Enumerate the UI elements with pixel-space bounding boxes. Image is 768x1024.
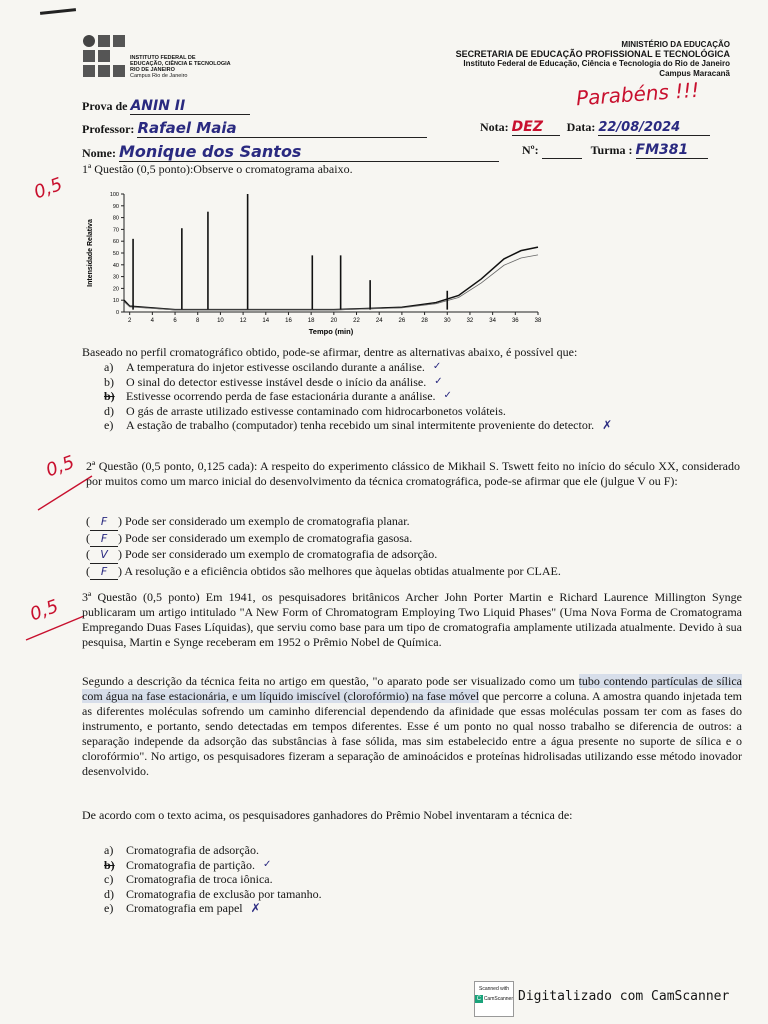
footer-text: Digitalizado com CamScanner [518,989,730,1004]
y-tick-label: 70 [112,227,119,234]
x-tick-label: 12 [239,318,247,324]
list-item[interactable]: b) Estivesse ocorrendo perda de fase estacionária durante a análise. ✓ [104,389,452,403]
institute-logo-icon [82,34,128,84]
list-item[interactable]: ( F ) Pode ser considerado um exemplo de cromatografia planar. [86,514,726,531]
highlighted-text: tubo contendo partículas de sílica com água na fase estacionária, e um líquido imiscível (clorofórmio) na fase móvel [82,674,742,703]
q1-grade: 0,5 [31,173,66,204]
list-item[interactable]: c) Cromatografia de troca iônica. [104,872,273,886]
list-item[interactable]: b) O sinal do detector estivesse instável desde o início da análise. ✓ [104,374,443,389]
q1-stem: Baseado no perfil cromatográfico obtido, pode-se afirmar, dentre as alternativas abaixo, é possível que: [82,345,578,359]
y-tick-label: 10 [112,298,119,305]
list-item[interactable]: d) O gás de arraste utilizado estivesse contaminado com hidrocarbonetos voláteis. [104,403,506,418]
y-axis-label: Intensidade Relativa [87,219,94,287]
x-tick-label: 26 [398,318,406,324]
professor-value: Rafael Maia [137,119,427,138]
x-tick-label: 24 [375,318,383,324]
list-item[interactable]: ( V ) Pode ser considerado um exemplo de cromatografia de adsorção. [86,547,726,564]
x-tick-label: 28 [421,318,428,324]
x-tick-label: 36 [511,318,519,324]
list-item[interactable]: a) A temperatura do injetor estivesse oscilando durante a análise. ✓ [104,360,442,374]
teacher-comment: Parabéns !!! [575,77,700,111]
x-tick-label: 6 [173,318,177,324]
y-tick-label: 50 [112,251,119,257]
x-tick-label: 2 [127,318,132,324]
y-tick-label: 80 [112,215,119,222]
list-item[interactable]: a) Cromatografia de adsorção. [104,843,259,857]
x-tick-label: 34 [489,318,496,324]
x-tick-label: 8 [196,318,200,324]
q2-grade: 0,5 [43,451,78,482]
y-tick-label: 0 [115,310,119,316]
prova-row: Prova de ANIN II [82,98,250,115]
baseline-series-line [124,247,538,310]
numero-row: Nº: Turma : FM381 [522,142,708,159]
q3-description: Segundo a descrição da técnica feita no artigo em questão, "o aparato pode ser visualizado como um tubo contendo partículas de sílica com água na fase estacionária, e um líquido imiscível (clorofórmio) na fase móvel que percorre a coluna. A amostra quando injetada tem as diferentes moléculas sofrendo um caminho diferencial dependendo da afinidade que essas moléculas possam ter com as fases do instrumento, e portanto, sendo detectadas em tempos diferentes. Esse é um ponto no qual nosso trabalho se diferencia de outros: a separação independe da adsorção das substâncias à fase sólida, mas sim estabelecido entre a água presente no suporte de sílica e o clorofórmio". No artigo, os pesquisadores fizeram a separação de aminoácidos e proteínas hidrolisadas utilizando esse método inovador desenvolvido. [82,674,743,778]
q3-grade: 0,5 [27,595,62,626]
professor-row: Professor: Rafael Maia [82,119,427,138]
q1-title: 1ª Questão (0,5 ponto):Observe o cromatograma abaixo. [82,162,353,176]
q1-options [104,360,744,433]
list-item[interactable]: ( F ) Pode ser considerado um exemplo de cromatografia gasosa. [86,531,726,548]
list-item[interactable]: d) Cromatografia de exclusão por tamanho. [104,886,322,901]
x-tick-label: 32 [466,318,474,324]
y-tick-label: 60 [112,239,119,246]
camscanner-icon: C [476,996,482,1002]
y-tick-label: 20 [112,286,119,293]
q3-stem: De acordo com o texto acima, os pesquisadores ganhadores do Prêmio Nobel inventaram a técnica de: [82,808,573,822]
x-tick-label: 38 [534,318,542,324]
chromatogram-chart [84,186,548,344]
list-item[interactable]: b) Cromatografia de partição. ✓ [104,857,272,872]
list-item[interactable]: e) A estação de trabalho (computador) tenha recebido um sinal intermitente proveniente do detector. ✗ [104,418,613,432]
list-item[interactable]: e) Cromatografia em papel ✗ [104,901,261,915]
list-item[interactable]: ( F ) A resolução e a eficiência obtidos são melhores que àquelas obtidas atualmente por CLAE. [86,564,726,581]
prova-value: ANIN II [130,98,250,115]
grade-slash-mark [24,612,88,642]
x-tick-label: 16 [285,318,292,324]
x-tick-label: 20 [330,318,338,324]
q2-text: 2ª Questão (0,5 ponto, 0,125 cada): A respeito do experimento clássico de Mikhail S. Tswett feito no início do século XX, considerado por muitos como um marco inicial do desenvolvimento da técnica cromatográfica, pode-se afirmar que ele (julgue V ou F): [86,459,740,488]
y-tick-label: 40 [112,262,119,269]
nota-value: DEZ [512,119,560,136]
camscanner-badge: Scanned with C CamScanner [474,981,514,1017]
x-tick-label: 10 [217,318,224,324]
y-tick-label: 30 [112,274,119,281]
q2-items [86,514,726,580]
x-tick-label: 4 [150,318,155,324]
x-tick-label: 14 [262,318,270,324]
x-tick-label: 18 [307,318,315,324]
q3-intro: 3ª Questão (0,5 ponto) Em 1941, os pesquisadores britânicos Archer John Porter Martin e Richard Laurence Millington Synge publicaram um artigo intitulado "A New Form of Chromatogram Employing Two Liquid Phases" (Uma Nova Forma de Cromatograma Empregando Duas Fases Líquidas), que serviu como base para um tipo de cromatografia amplamente utilizada atualmente. Devido à sua pesquisa, Martin e Synge receberam em 1952 o Prêmio Nobel de Química. [82,590,742,649]
institute-logo-text: INSTITUTO FEDERAL DE EDUCAÇÃO, CIÊNCIA E TECNOLOGIA RIO DE JANEIRO Campus Rio de Janeiro [130,55,231,79]
nota-row: Nota: DEZ Data: 22/08/2024 [480,119,710,136]
data-value: 22/08/2024 [598,120,710,136]
x-tick-label: 22 [353,318,360,324]
nome-row: Nome: Monique dos Santos [82,142,499,162]
nome-value: Monique dos Santos [119,142,499,162]
pen-stroke-mark [40,8,76,15]
x-tick-label: 30 [443,318,451,324]
ministry-header: MINISTÉRIO DA EDUCAÇÃO SECRETARIA DE EDUCAÇÃO PROFISSIONAL E TECNOLÓGICA Instituto Federal de Educação, Ciência e Tecnologia do Rio de Janeiro Campus Maracanã [455,40,730,78]
q3-options [104,843,322,916]
x-axis-label: Tempo (min) [308,327,354,336]
y-tick-label: 90 [112,203,119,210]
y-tick-label: 100 [109,192,119,198]
turma-value: FM381 [636,142,708,159]
